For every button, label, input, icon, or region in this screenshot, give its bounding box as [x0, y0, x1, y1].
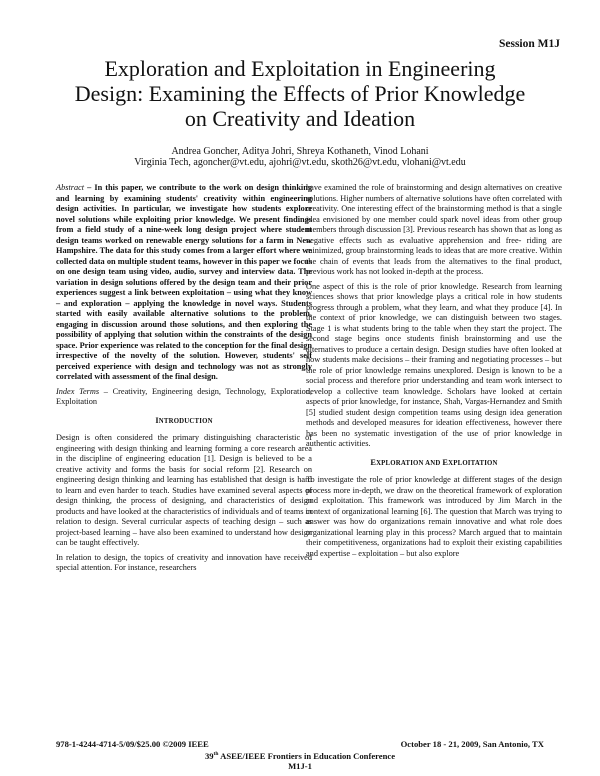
left-column — [56, 183, 312, 578]
index-terms-text: – Creativity, Engineering design, Technology, Exploration, Exploitation — [56, 386, 312, 406]
index-terms — [56, 387, 312, 408]
footer-conference: 39th ASEE/IEEE Frontiers in Education Conference — [204, 750, 396, 761]
author-affiliation: Virginia Tech, agoncher@vt.edu, ajohri@vt.edu, skoth26@vt.edu, vlohani@vt.edu — [134, 157, 466, 168]
intro-paragraph: Design is often considered the primary distinguishing characteristic of engineering with design thinking and learning forming a core research area in the discipline of engineering education [1]. Design is believed to be a creative activity and forms the basis for social reform [2]. Research on engineering design thinking and learning has established that design is hard to learn and even harder to teach. Studies have examined several aspects of design thinking, the process of designing, and characteristics of design products and have looked at the characteristics of individuals and of teams in relation to design. Several curricular aspects of teaching design – such as project-based learning – have also been examined to understand how design can be taught effectively. — [56, 433, 312, 547]
body-paragraph: To investigate the role of prior knowledge at different stages of the design process more in-depth, we draw on the theoretical framework of exploration and exploitation. This framework was introduced by Jim March in the context of organizational learning [6]. The question that March was trying to answer was how do organizations remain innovative and what role does organizational learning play in this process? March argued that to maintain their competitiveness, organizations had to exploit their existing capabilities and expertise – exploitation – but also explore — [306, 475, 562, 558]
footer-dates: October 18 - 21, 2009, San Antonio, TX — [400, 739, 544, 749]
page-footer — [56, 739, 544, 771]
author-names: Andrea Goncher, Aditya Johri, Shreya Kothaneth, Vinod Lohani — [171, 146, 429, 157]
abstract-lead: Abstract — [56, 183, 85, 192]
author-block — [40, 146, 560, 168]
footer-isbn: 978-1-4244-4714-5/09/$25.00 ©2009 IEEE — [56, 739, 209, 749]
body-paragraph: One aspect of this is the role of prior knowledge. Research from learning sciences shows that prior knowledge plays a critical role in how students progress through a problem, what they learn, and what they produce [4]. In the context of prior knowledge, we can distinguish between two stages. Stage 1 is what students bring to the table when they start the project. The second stage begins once students finish brainstorming and use the alternatives to produce a certain design. Design studies have often looked at how students make decisions – their framing and negotiating processes – but the role of prior knowledge remains unexplored. Design is known to be a social process and therefore prior understanding and team work intersect to develop a collective team knowledge. Scholars have looked at certain aspects of prior knowledge, for instance, Shah, Vargas-Hernandez and Smith [5] studied student design competition teams using design idea generation methods and developed measures for ideation effectiveness, however there has been no systematic investigation of the use of prior knowledge in authentic activities. — [306, 281, 562, 448]
title-line: Design: Examining the Effects of Prior Knowledge — [74, 81, 526, 106]
title-line: Exploration and Exploitation in Engineering — [104, 56, 496, 81]
abstract — [56, 183, 312, 383]
intro-paragraph: In relation to design, the topics of creativity and innovation have received special attention. For instance, researchers — [56, 552, 312, 572]
footer-page-number: M1J-1 — [288, 760, 312, 771]
section-heading-exploration: EXPLORATION AND EXPLOITATION — [370, 457, 498, 467]
paper-title — [40, 56, 560, 131]
index-terms-lead: Index Terms — [56, 386, 100, 396]
body-paragraph: have examined the role of brainstorming and design alternatives on creative solutions. Higher numbers of alternative solutions have often correlated with creativity. One interesting effect of the brainstorming method is that a single idea envisioned by one member could spark novel ideas from other group members through discussion [3]. Previous research has shown that as long as negative effects such as evaluative apprehension and free- riding are minimized, group brainstorming leads to ideas that are more creative. Within the chain of events that leads from the alternatives to the final product, previous work has not looked in-depth at the process. — [306, 183, 562, 276]
title-line: on Creativity and Ideation — [184, 106, 416, 131]
section-heading-introduction: INTRODUCTION — [155, 415, 213, 425]
session-label: Session M1J — [498, 38, 560, 50]
right-column — [306, 183, 562, 563]
abstract-text: – In this paper, we contribute to the work on design thinking and learning by examining students' creativity within engineering design activities. In particular, we investigate how students explore novel solutions while exploiting prior knowledge. We present findings from a field study of a nine-week long design project where student design teams worked on renewable energy solutions for a farm in New Hampshire. The data for this study comes from a larger effort where we collected data on multiple student teams, however in this paper we focus on one design team using video, audio, survey and interview data. The variation in design solutions offered by the design team and their prior experiences suggest a link between exploitation – using what they know – and exploration – applying the knowledge in novel ways. Students started with easily available alternative solutions to the problem, engaging in discussion around those solutions, and then exploring the possibility of applying that solution within the constraints of the design space. Prior experience was related to the conception for the final design irrespective of the novelty of the solution. However, students' self perceived experience with design and technology was not as strongly correlated with assessment of the final design. — [56, 183, 312, 381]
